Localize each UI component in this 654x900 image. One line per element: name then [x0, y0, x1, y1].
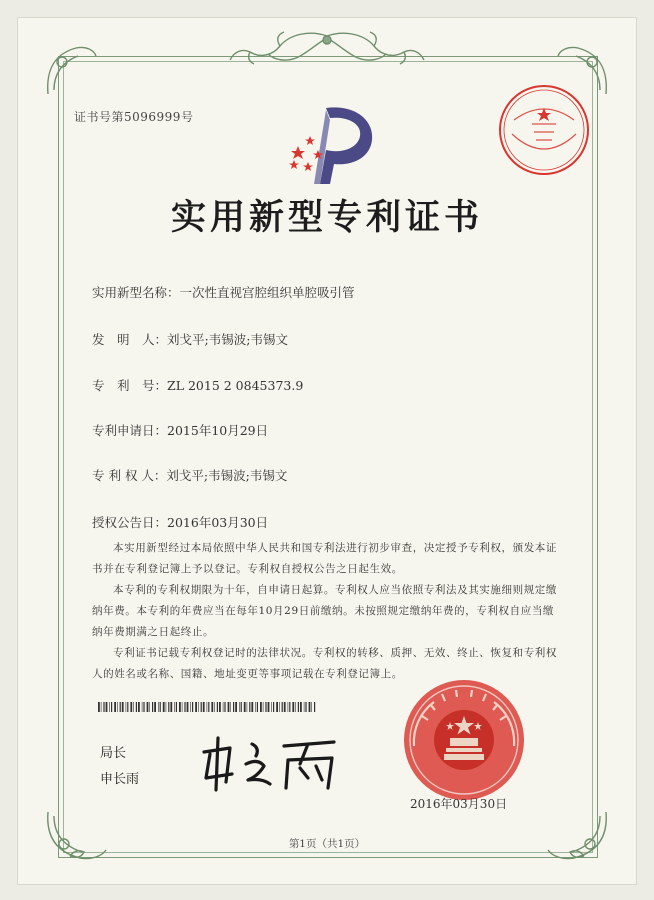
- body-paragraph-grant: 本实用新型经过本局依照中华人民共和国专利法进行初步审查，决定授予专利权，颁发本证书并在专利登记簿上予以登记。专利权自授权公告之日起生效。: [92, 542, 557, 575]
- patent-number-value: ZL 2015 2 0845373.9: [167, 378, 304, 393]
- inventor-label: 发 明 人：: [92, 332, 168, 347]
- certificate-title: 实用新型专利证书: [170, 197, 483, 238]
- grant-date-label: 授权公告日：: [92, 515, 168, 530]
- top-ornament: [220, 28, 434, 72]
- director-name: 申长雨: [100, 772, 140, 787]
- patent-number-label: 专 利 号：: [92, 378, 168, 393]
- utility-model-name-label: 实用新型名称：: [92, 285, 180, 300]
- patent-office-logo-icon: [286, 100, 378, 188]
- patentee-value: 刘戈平;韦锡波;韦锡文: [166, 468, 288, 483]
- body-paragraph-legal-status: 专利证书记载专利权登记时的法律状况。专利权的转移、质押、无效、终止、恢复和专利权人的姓名或名称、国籍、地址变更等事项记载在专利登记簿上。: [92, 647, 557, 680]
- grant-date-value: 2016年03月30日: [167, 515, 269, 530]
- corner-ornament-top-left: [40, 40, 100, 100]
- utility-model-name-field: [92, 283, 355, 301]
- inventor-value: 刘戈平;韦锡波;韦锡文: [167, 332, 288, 347]
- certificate-number: 证书号第5096999号: [74, 110, 194, 124]
- director-title: 局长: [100, 746, 127, 761]
- patent-number-field: [92, 376, 303, 394]
- body-paragraph-term: 本专利的专利权期限为十年，自申请日起算。专利权人应当依照专利法及其实施细则规定缴纳年费。本专利的年费应当在每年10月29日前缴纳。未按照规定缴纳年费的，专利权自应当缴纳年费期满之日起终止。: [92, 584, 557, 638]
- grant-date-field: [92, 513, 268, 531]
- barcode-strip: [98, 702, 318, 712]
- certificate-body: [92, 538, 562, 685]
- national-ip-office-seal-icon: [400, 676, 528, 804]
- director-signature: [196, 730, 346, 794]
- filing-date-value: 2015年10月29日: [167, 423, 269, 438]
- utility-model-name-value: 一次性直视宫腔组织单腔吸引管: [179, 285, 355, 300]
- filing-date-label: 专利申请日：: [92, 423, 168, 438]
- patentee-label: 专 利 权 人：: [92, 468, 167, 483]
- filing-date-field: [92, 421, 268, 439]
- seal-date: 2016年03月30日: [410, 797, 508, 811]
- agency-seal-stamp-icon: [494, 80, 594, 180]
- page-number: 第1页（共1页）: [288, 838, 366, 850]
- patentee-field: [92, 466, 287, 484]
- inventor-field: [92, 330, 288, 348]
